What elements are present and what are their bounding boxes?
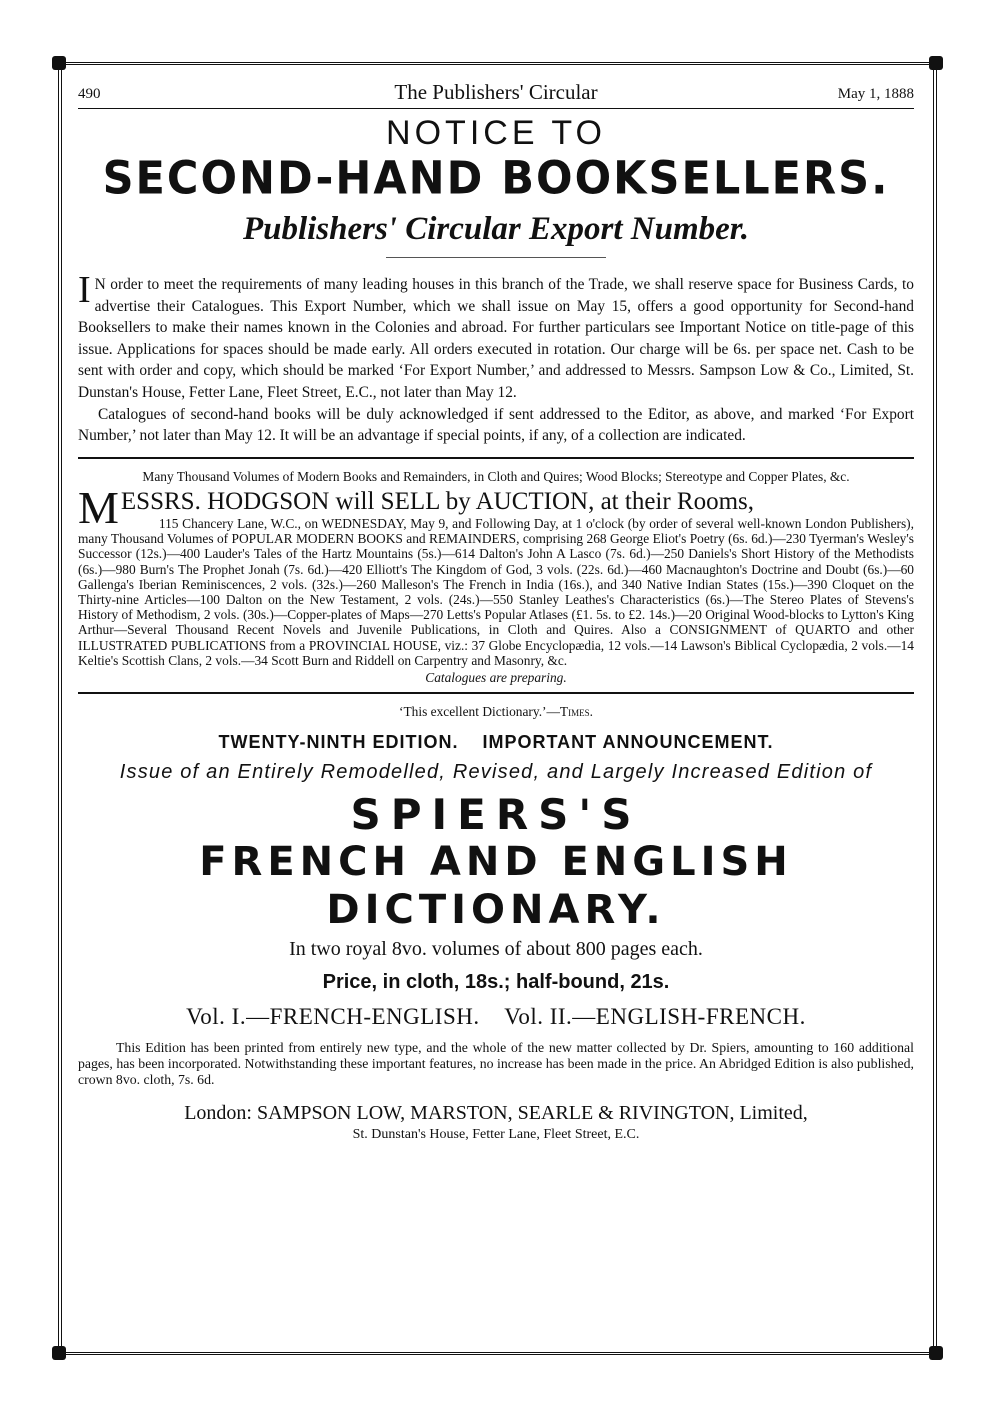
dictionary-quote: ‘This excellent Dictionary.’—Times.: [399, 703, 593, 719]
issue-line: Issue of an Entirely Remodelled, Revised, and Largely Increased Edition of: [119, 760, 873, 783]
section-divider: [78, 457, 914, 459]
publisher-address: St. Dunstan's House, Fetter Lane, Fleet Street, E.C.: [352, 1126, 640, 1142]
auction-body: 115 Chancery Lane, W.C., on WEDNESDAY, May 9, and Following Day, at 1 o'clock (by order of several well-known London Publishers), many Thousand Volumes of POPULAR MODERN BOOKS and REMAINDERS, comprising 268 George Eliot's Poetry (6s. 6d.)—230 Tyerman's Wesley's Successor (12s.)—400 Lauder's Tales of the Hartz Mountains (5s.)—614 Dalton's John A Lasco (7s. 6d.)—250 Daniels's Short History of the Methodists (6s.)—980 Burn's The Prophet Jonah (7s. 6d.)—420 Elliott's The Kingdom of God, 3 vols. (22s. 6d.)—460 Macnaughton's Doctrine and Doubt (6s.)—60 Gallenga's Iberian Reminiscences, 2 vols. (32s.)—260 Malleson's The French in India (16s.), and 340 Native Indian States (15s.)—390 Cloquet on the Thirty-nine Articles—100 Dalton on the New Testament, 2 vols. (24s.)—550 Stanley Leathes's Characteristics (6s.)—The Stereo Plates of Stevens's History of Methodism, 2 vols. (30s.)—Copper-plates of Maps—270 Letts's Popular Atlases (£1. 5s. to £2. 14s.)—20 Original Wood-blocks to Lytton's King Arthur—Several Thousand Recent Novels and Juvenile Publications, in Cloth and Quires. Also a CONSIGNMENT of QUARTO and other ILLUSTRATED PUBLICATIONS from a PROVINCIAL HOUSE, viz.: 37 Globe Encyclopædia, 12 vols.—14 Lawson's Biblical Cyclopædia, 2 vols.—14 Keltie's Scottish Clans, 2 vols.—34 Scott Burn and Riddell on Carpentry and Masonry, &c.: [78, 515, 914, 668]
ornament-corner-icon: [929, 1346, 943, 1360]
drop-cap: I: [78, 269, 91, 311]
edition-announcement: TWENTY-NINTH EDITION. IMPORTANT ANNOUNCEMENT.: [218, 731, 774, 752]
notice-paragraph-2: Catalogues of second-hand books will be duly acknowledged if sent addressed to the Editor, as above, and marked ‘For Export Number,’ not later than May 12. It will be an advantage if special points, if any, of a collection are indicated.: [78, 405, 914, 445]
auction-intro: Many Thousand Volumes of Modern Books and Remainders, in Cloth and Quires; Wood Blocks; Stereotype and Copper Plates, &c.: [142, 468, 850, 484]
page-border-right: [933, 62, 937, 1354]
spiers-heading: SPIERS'S: [350, 789, 642, 839]
auction-headline: MESSRS. HODGSON will SELL by AUCTION, at their Rooms,: [78, 481, 755, 533]
publication-title: The Publishers' Circular: [394, 80, 598, 104]
running-header: [78, 80, 914, 104]
divider: [386, 257, 606, 258]
edition-note: This Edition has been printed from entirely new type, and the whole of the new matter collected by Dr. Spiers, amounting to 160 additional pages, has been incorporated. Notwithstanding these important features, no increase has been made in the price. An Abridged Edition is also published, crown 8vo. cloth, 7s. 6d.: [78, 1039, 914, 1087]
dictionary-title: FRENCH AND ENGLISH DICTIONARY.: [199, 838, 793, 933]
booksellers-heading: SECOND-HAND BOOKSELLERS.: [102, 152, 890, 206]
page-number: 490: [78, 86, 101, 102]
page-border-top: [58, 62, 937, 65]
section-divider: [78, 692, 914, 694]
export-number-heading: Publishers' Circular Export Number.: [242, 211, 750, 247]
dictionary-price: Price, in cloth, 18s.; half-bound, 21s.: [322, 970, 670, 993]
notice-heading: NOTICE TO: [386, 114, 606, 152]
page-border-left: [58, 62, 62, 1354]
dictionary-volumes: Vol. I.—FRENCH-ENGLISH. Vol. II.—ENGLISH-FRENCH.: [186, 1003, 806, 1029]
page-border-bottom: [58, 1352, 937, 1355]
publisher-line: London: SAMPSON LOW, MARSTON, SEARLE & RIVINGTON, Limited,: [184, 1101, 808, 1124]
drop-cap: M: [78, 481, 119, 533]
header-rule: [78, 108, 914, 109]
dictionary-format: In two royal 8vo. volumes of about 800 pages each.: [289, 937, 703, 960]
ornament-corner-icon: [929, 56, 943, 70]
page-content: [78, 80, 914, 1143]
catalogues-note: Catalogues are preparing.: [425, 669, 567, 685]
ornament-corner-icon: [52, 56, 66, 70]
notice-paragraph: I N order to meet the requirements of many leading houses in this branch of the Trade, we shall reserve space for Business Cards, to advertise their Catalogues. This Export Number, which we shall issue on May 15, offers a good opportunity for Second-hand Booksellers to make their names known in the Colonies and abroad. For further particulars see Important Notice on title-page of this issue. Applications for spaces should be made early. All orders executed in rotation. Our charge will be 6s. per space net. Cash to be sent with order and copy, which should be marked ‘For Export Number,’ and addressed to Messrs. Sampson Low & Co., Limited, St. Dunstan's House, Fetter Lane, Fleet Street, E.C., not later than May 12.: [78, 269, 914, 401]
ornament-corner-icon: [52, 1346, 66, 1360]
issue-date: May 1, 1888: [837, 86, 914, 102]
